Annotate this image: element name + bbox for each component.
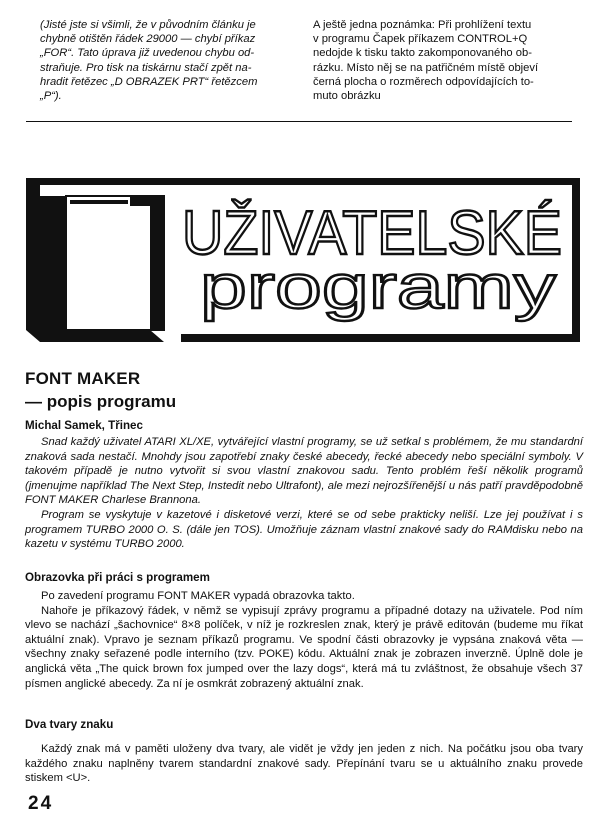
top-note-right-line: A ještě jedna poznámka: Při prohlížení textu bbox=[313, 19, 532, 31]
page-number: 24 bbox=[28, 793, 54, 814]
banner-line2: programy bbox=[200, 253, 556, 322]
top-note-left-line: hradit řetězec „D OBRAZEK PRT“ řetězcem bbox=[40, 75, 258, 88]
top-note-right-line: muto obrázku bbox=[313, 90, 381, 103]
top-note-right-line: černá plocha o rozměrech odpovídajících to- bbox=[313, 75, 534, 88]
intro-paragraph: Program se vyskytuje v kazetové i disketové verzi, které se od sebe prakticky neliší. Lze jej používat i s programem TURBO 2000 O. S. (dále jen TOS). Umožňuje záznam vlastní znakové sady do RAMdisku nebo na kazetu v systému TURBO 2000. bbox=[25, 508, 583, 551]
top-note-right-line: rázku. Místo něj se na patřičném místě objeví bbox=[313, 61, 539, 74]
intro-paragraph: Snad každý uživatel ATARI XL/XE, vytvářející vlastní programy, se už setkal s problémem, že mu standardní znaková sada nestačí. Mnohdy jsou zapotřebí znaky české abecedy, řecké abecedy nebo speciální symboly. V takovém případě je nutno vytvořit si svou vlastní znakovou sadu. Tento problém řeší několik programů (jmenujme například The Next Step, Instedit nebo Ultrafont), ale mezi nejrozšířenější u nás patří pravděpodobně FONT MAKER Charlese Brannona. bbox=[25, 436, 583, 507]
banner-line1: UŽIVATELSKÉ bbox=[182, 199, 562, 268]
top-note-left-line: straňuje. Pro tisk na tiskárnu stačí zpět na- bbox=[40, 61, 252, 74]
section-banner bbox=[0, 172, 600, 354]
body-paragraph: Po zavedení programu FONT MAKER vypadá obrazovka takto. bbox=[41, 590, 355, 602]
article-author: Michal Samek, Třinec bbox=[25, 419, 143, 432]
top-note-left-line: chybně otištěn řádek 29000 — chybí příkaz bbox=[40, 33, 256, 46]
body-paragraph: Každý znak má v paměti uloženy dva tvary, ale vidět je vždy jen jeden z nich. Na počátku jsou oba tvary každého znaku naplněny tvarem standardní znakové sady. Přepínání tvaru se u aktuálního znaku provede stiskem <U>. bbox=[25, 743, 583, 785]
top-note-left-line: (Jisté jste si všimli, že v původním článku je bbox=[40, 19, 256, 31]
section-heading-obrazovka: Obrazovka při práci s programem bbox=[25, 571, 210, 584]
section-divider bbox=[26, 121, 572, 122]
article-title: FONT MAKER bbox=[25, 369, 141, 388]
block-logo bbox=[26, 196, 164, 342]
section-heading-dva-tvary: Dva tvary znaku bbox=[25, 718, 114, 731]
top-note-right bbox=[313, 18, 575, 103]
article-subtitle: — popis programu bbox=[25, 392, 177, 411]
section-obrazovka-body bbox=[25, 589, 583, 691]
top-note-left-line: „P“). bbox=[40, 90, 62, 103]
top-note-left bbox=[40, 18, 290, 103]
top-note-right-line: nedojde k tisku takto zakomponovaného ob- bbox=[313, 47, 532, 60]
body-paragraph: Nahoře je příkazový řádek, v němž se vypisují zprávy programu a případné dotazy na uživatele. Pod ním vlevo se nachází „šachovnice“ 8×8 políček, v níž je rozkreslen znak, který je právě editován (budeme mu říkat aktuální znak). Vpravo je seznam příkazů programu. Ve spodní části obrazovky je vypsána znaková věta — všechny znaky seřazené podle interního (tzv. POKE) kódu. Aktuální znak je zobrazen inverzně. Úplně dole je anglická věta „The quick brown fox jumped over the lazy dogs“, která má tu zvláštnost, že obsahuje všech 37 písmen anglické abecedy. Za ní je osmkrát zobrazený aktuální znak. bbox=[25, 604, 583, 690]
section-dva-tvary-body bbox=[25, 742, 583, 786]
top-note-right-line: v programu Čapek příkazem CONTROL+Q bbox=[313, 33, 528, 46]
top-note-left-line: „FOR“. Tato úprava již uvedenou chybu od- bbox=[40, 47, 255, 60]
article-intro bbox=[25, 435, 583, 552]
